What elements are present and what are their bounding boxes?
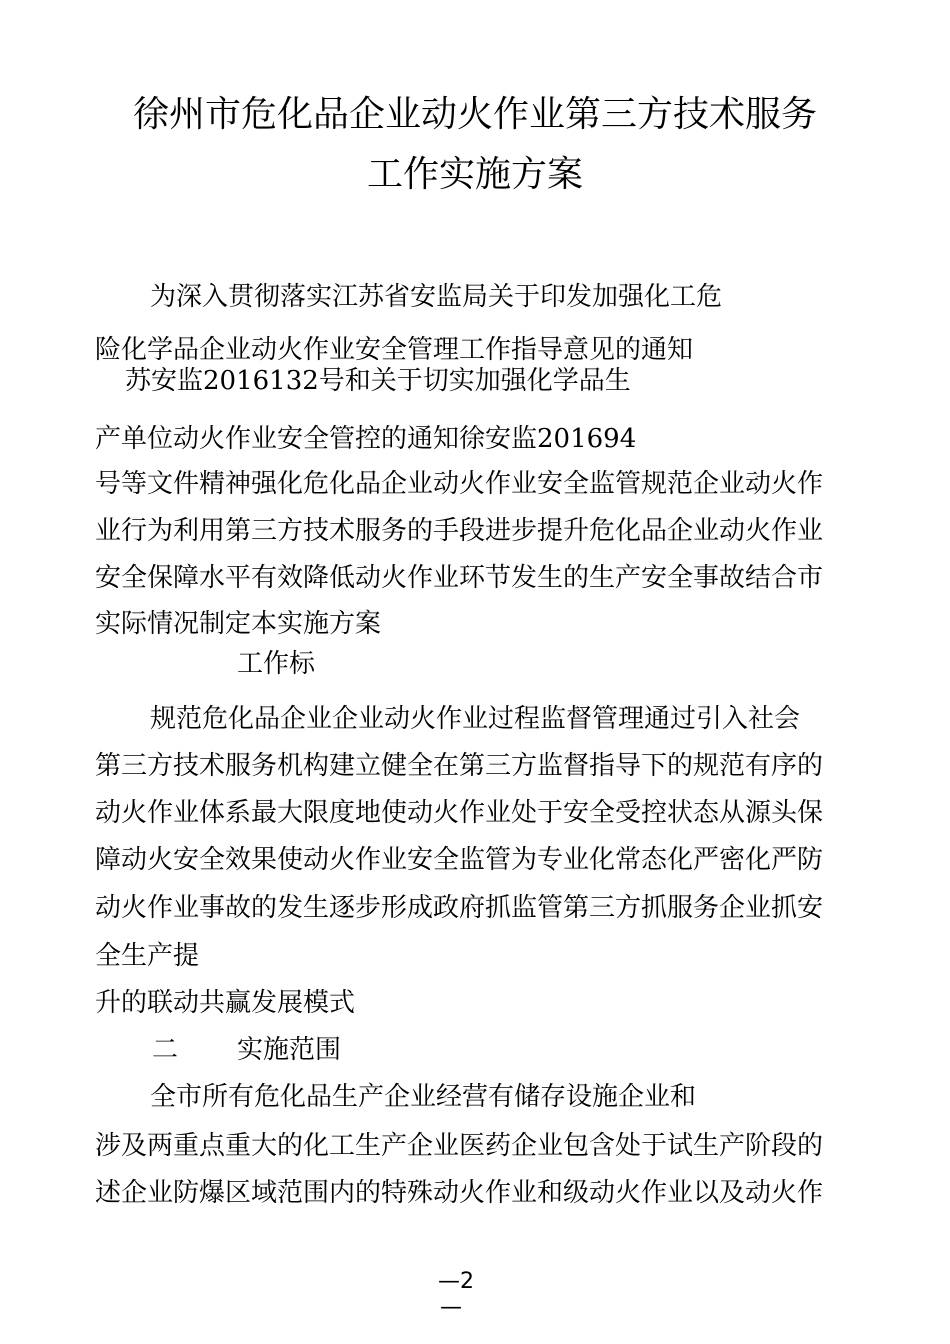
- intro-line: 号等文件精神强化危化品企业动火作业安全监管规范企业动火作: [95, 469, 824, 499]
- section2-line: 述企业防爆区域范围内的特殊动火作业和级动火作业以及动火作: [95, 1178, 824, 1208]
- intro-line: 产单位动火作业安全管控的通知徐安监201694: [95, 424, 637, 454]
- section2-line: 涉及两重点重大的化工生产企业医药企业包含处于试生产阶段的: [95, 1131, 824, 1161]
- intro-line: 实际情况制定本实施方案: [95, 609, 382, 639]
- document-title-line-2: 工作实施方案: [366, 154, 583, 195]
- intro-line: 为深入贯彻落实江苏省安监局关于印发加强化工危: [150, 282, 723, 312]
- section-heading: 实施范围: [237, 1035, 342, 1065]
- section2-line: 全市所有危化品生产企业经营有储存设施企业和: [150, 1082, 697, 1112]
- section1-line: 第三方技术服务机构建立健全在第三方监督指导下的规范有序的: [95, 751, 824, 781]
- page-number-dash: —: [440, 1295, 462, 1320]
- section-heading: 工作标: [237, 649, 316, 679]
- section1-line: 规范危化品企业企业动火作业过程监督管理通过引入社会: [150, 704, 801, 734]
- intro-line: 苏安监2016132号和关于切实加强化学品生: [125, 366, 631, 396]
- section1-line: 动火作业事故的发生逐步形成政府抓监管第三方抓服务企业抓安: [95, 893, 824, 923]
- section1-line: 全生产提: [95, 941, 200, 971]
- section-number: 二: [152, 1035, 179, 1065]
- section1-line: 升的联动共赢发展模式: [95, 988, 356, 1018]
- intro-line: 险化学品企业动火作业安全管理工作指导意见的通知: [95, 335, 694, 365]
- section1-line: 动火作业体系最大限度地使动火作业处于安全受控状态从源头保: [95, 798, 824, 828]
- intro-line: 业行为利用第三方技术服务的手段进步提升危化品企业动火作业: [95, 516, 824, 546]
- document-title-line-1: 徐州市危化品企业动火作业第三方技术服务: [132, 94, 817, 135]
- page-number: —2: [438, 1269, 474, 1294]
- intro-line: 安全保障水平有效降低动火作业环节发生的生产安全事故结合市: [95, 563, 824, 593]
- section1-line: 障动火安全效果使动火作业安全监管为专业化常态化严密化严防: [95, 845, 824, 875]
